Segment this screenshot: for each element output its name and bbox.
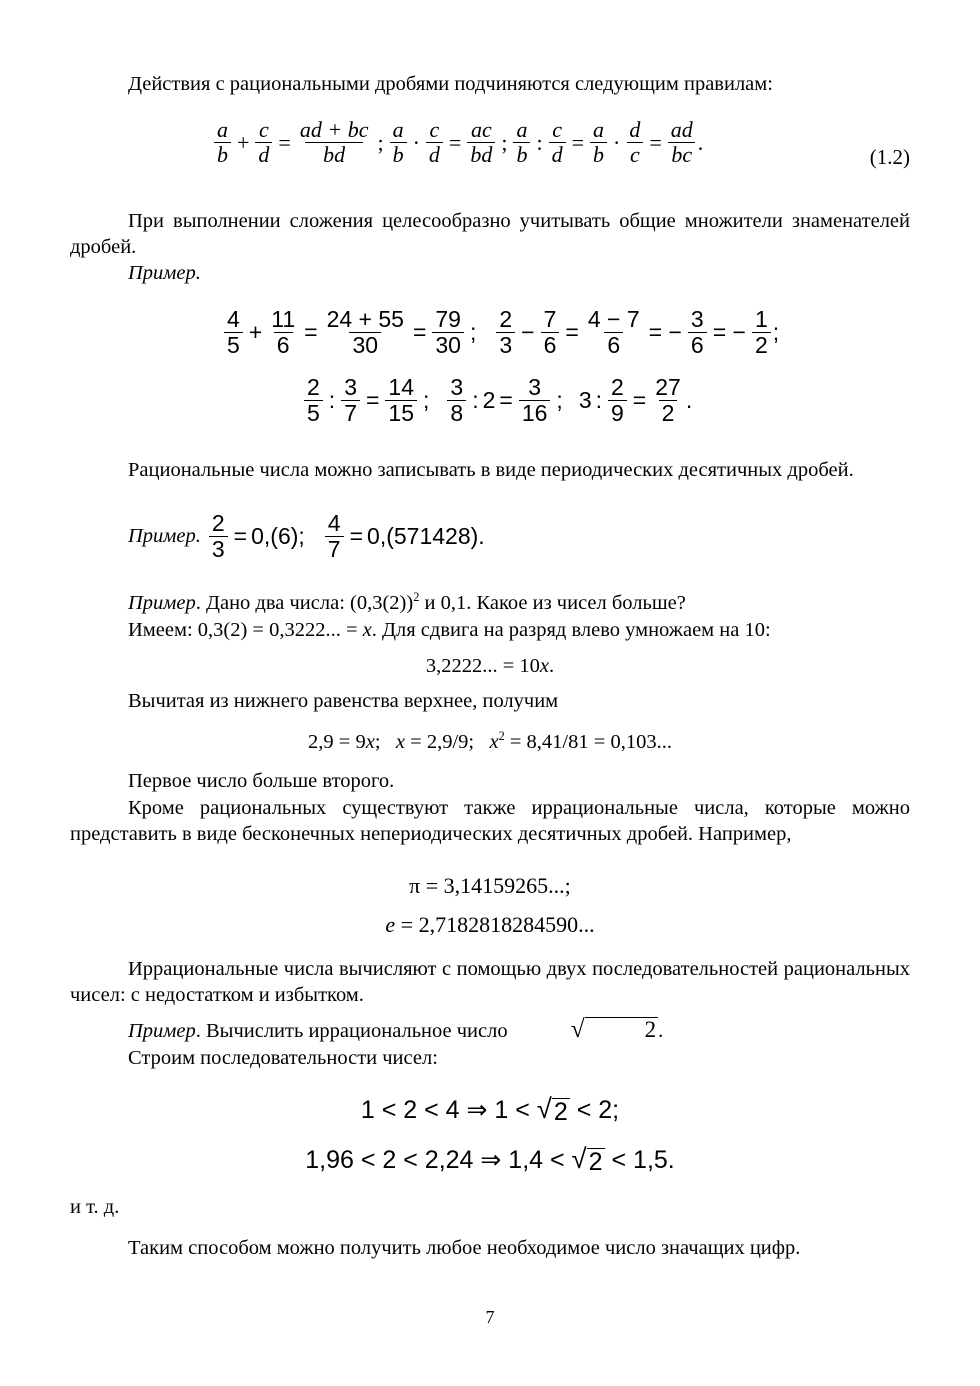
example-label: Пример. — [128, 262, 201, 284]
sqrt-example: Пример. Вычислить иррациональное число √ 2 . — [128, 1015, 664, 1043]
shift-equation: 3,2222... = 10x. — [425, 655, 555, 677]
frac-num: c — [429, 117, 440, 142]
page-number: 7 — [485, 1307, 495, 1327]
frac-den: d — [426, 142, 443, 167]
build-sequences: Строим последовательности чисел: — [128, 1047, 438, 1069]
frac-num: a — [392, 117, 404, 142]
sequence-1: 1 < 2 < 4 ⇒ 1 < √ 2 < 2; — [360, 1093, 620, 1126]
compare-question: Пример. Дано два числа: $(0,3(2))^2$ и 0,1. Какое из чисел больше? — [128, 590, 686, 614]
frac-den: d — [255, 142, 272, 167]
frac-num: a — [516, 117, 528, 142]
frac-num: c — [552, 117, 562, 142]
pi-equation: π = 3,14159265...; — [409, 873, 571, 898]
equation-number: (1.2) — [869, 145, 910, 169]
frac-den: bc — [668, 142, 695, 167]
periodic-examples: Пример. $\frac{2}{3}$ = 0,(6); $\frac{4}{7}$ = 0,(571428). — [128, 510, 485, 563]
fraction-examples-line-1: $\frac{4}{5}$ + $\frac{11}{6}$ = $\frac{24 + 55}{30}$ = $\frac{79}{30}$ ; $\frac{2}{3}$ − $\frac{7}{6}$ = $\frac{4 - 7}{6}$ = − $\frac{3}{6}$ = − $\frac{1}{2}$ ; — [222, 307, 779, 359]
frac-den: bd — [467, 142, 495, 167]
fraction-examples-line-2: $\frac{2}{5}$ : $\frac{3}{7}$ = $\frac{14}{15}$ ; $\frac{3}{8}$ : 2 = $\frac{3}{16}$ ; 3 : $\frac{2}{9}$ = $\frac{27}{2}$ . — [302, 375, 692, 427]
sequence-2: 1,96 < 2 < 2,24 ⇒ 1,4 < √ 2 < 1,5. — [305, 1143, 675, 1176]
frac-num: d — [629, 117, 641, 142]
rules-intro: Действия с рациональными дробями подчиняются следующим правилам: — [128, 73, 773, 95]
have-statement: Имеем: 0,3(2) = 0,3222... = x. Для сдвига на разряд влево умножаем на 10: — [128, 619, 771, 641]
frac-den: d — [549, 142, 566, 167]
conclusion: Таким способом можно получить любое необходимое число значащих цифр. — [128, 1237, 801, 1259]
frac-den: b — [513, 142, 530, 167]
first-larger: Первое число больше второго. — [128, 770, 395, 792]
etc: и т. д. — [70, 1196, 120, 1218]
frac-den: c — [627, 142, 643, 167]
frac-num: a — [593, 117, 605, 142]
formula-1-2: $\frac{a}{b}$ + $\frac{c}{d}$ = $\frac{ad + bc}{bd}$ ; $\frac{a}{b}$ · $\frac{c}{d}$ = $\frac{ac}{bd}$ ; $\frac{a}{b}$ : $\frac{c}{d}$ = $\frac{a}{b}$ · $\frac{d}{c}$ = $\frac{ad}{bc}$ . — [212, 118, 703, 167]
addition-note: При выполнении сложения целесообразно учитывать общие множители знаменателей дробей. — [70, 210, 910, 258]
subtract-equations: 2,9 = 9x; x = 2,9/9; $x^2 = 8,41/81 = 0,103$... — [308, 729, 672, 753]
frac-den: b — [214, 142, 231, 167]
frac-num: ad — [670, 117, 693, 142]
e-equation: e = 2,7182818284590... — [385, 912, 595, 937]
frac-num: ad + bc — [299, 117, 369, 142]
frac-den: bd — [305, 142, 363, 167]
frac-num: c — [259, 117, 269, 142]
frac-num: ac — [470, 117, 492, 142]
frac-den: b — [390, 142, 407, 167]
subtract-note: Вычитая из нижнего равенства верхнее, получим — [128, 690, 559, 712]
frac-num: a — [217, 117, 228, 142]
periodic-note: Рациональные числа можно записывать в виде периодических десятичных дробей. — [128, 459, 854, 481]
irrational-intro: Кроме рациональных существуют также иррациональные числа, которые можно представить в виде бесконечных непериодических десятичных дробей. Например, — [70, 797, 910, 845]
irrational-compute: Иррациональные числа вычисляют с помощью двух последовательностей рациональных чисел: с недостатком и избытком. — [70, 958, 910, 1006]
frac-den: b — [590, 142, 607, 167]
